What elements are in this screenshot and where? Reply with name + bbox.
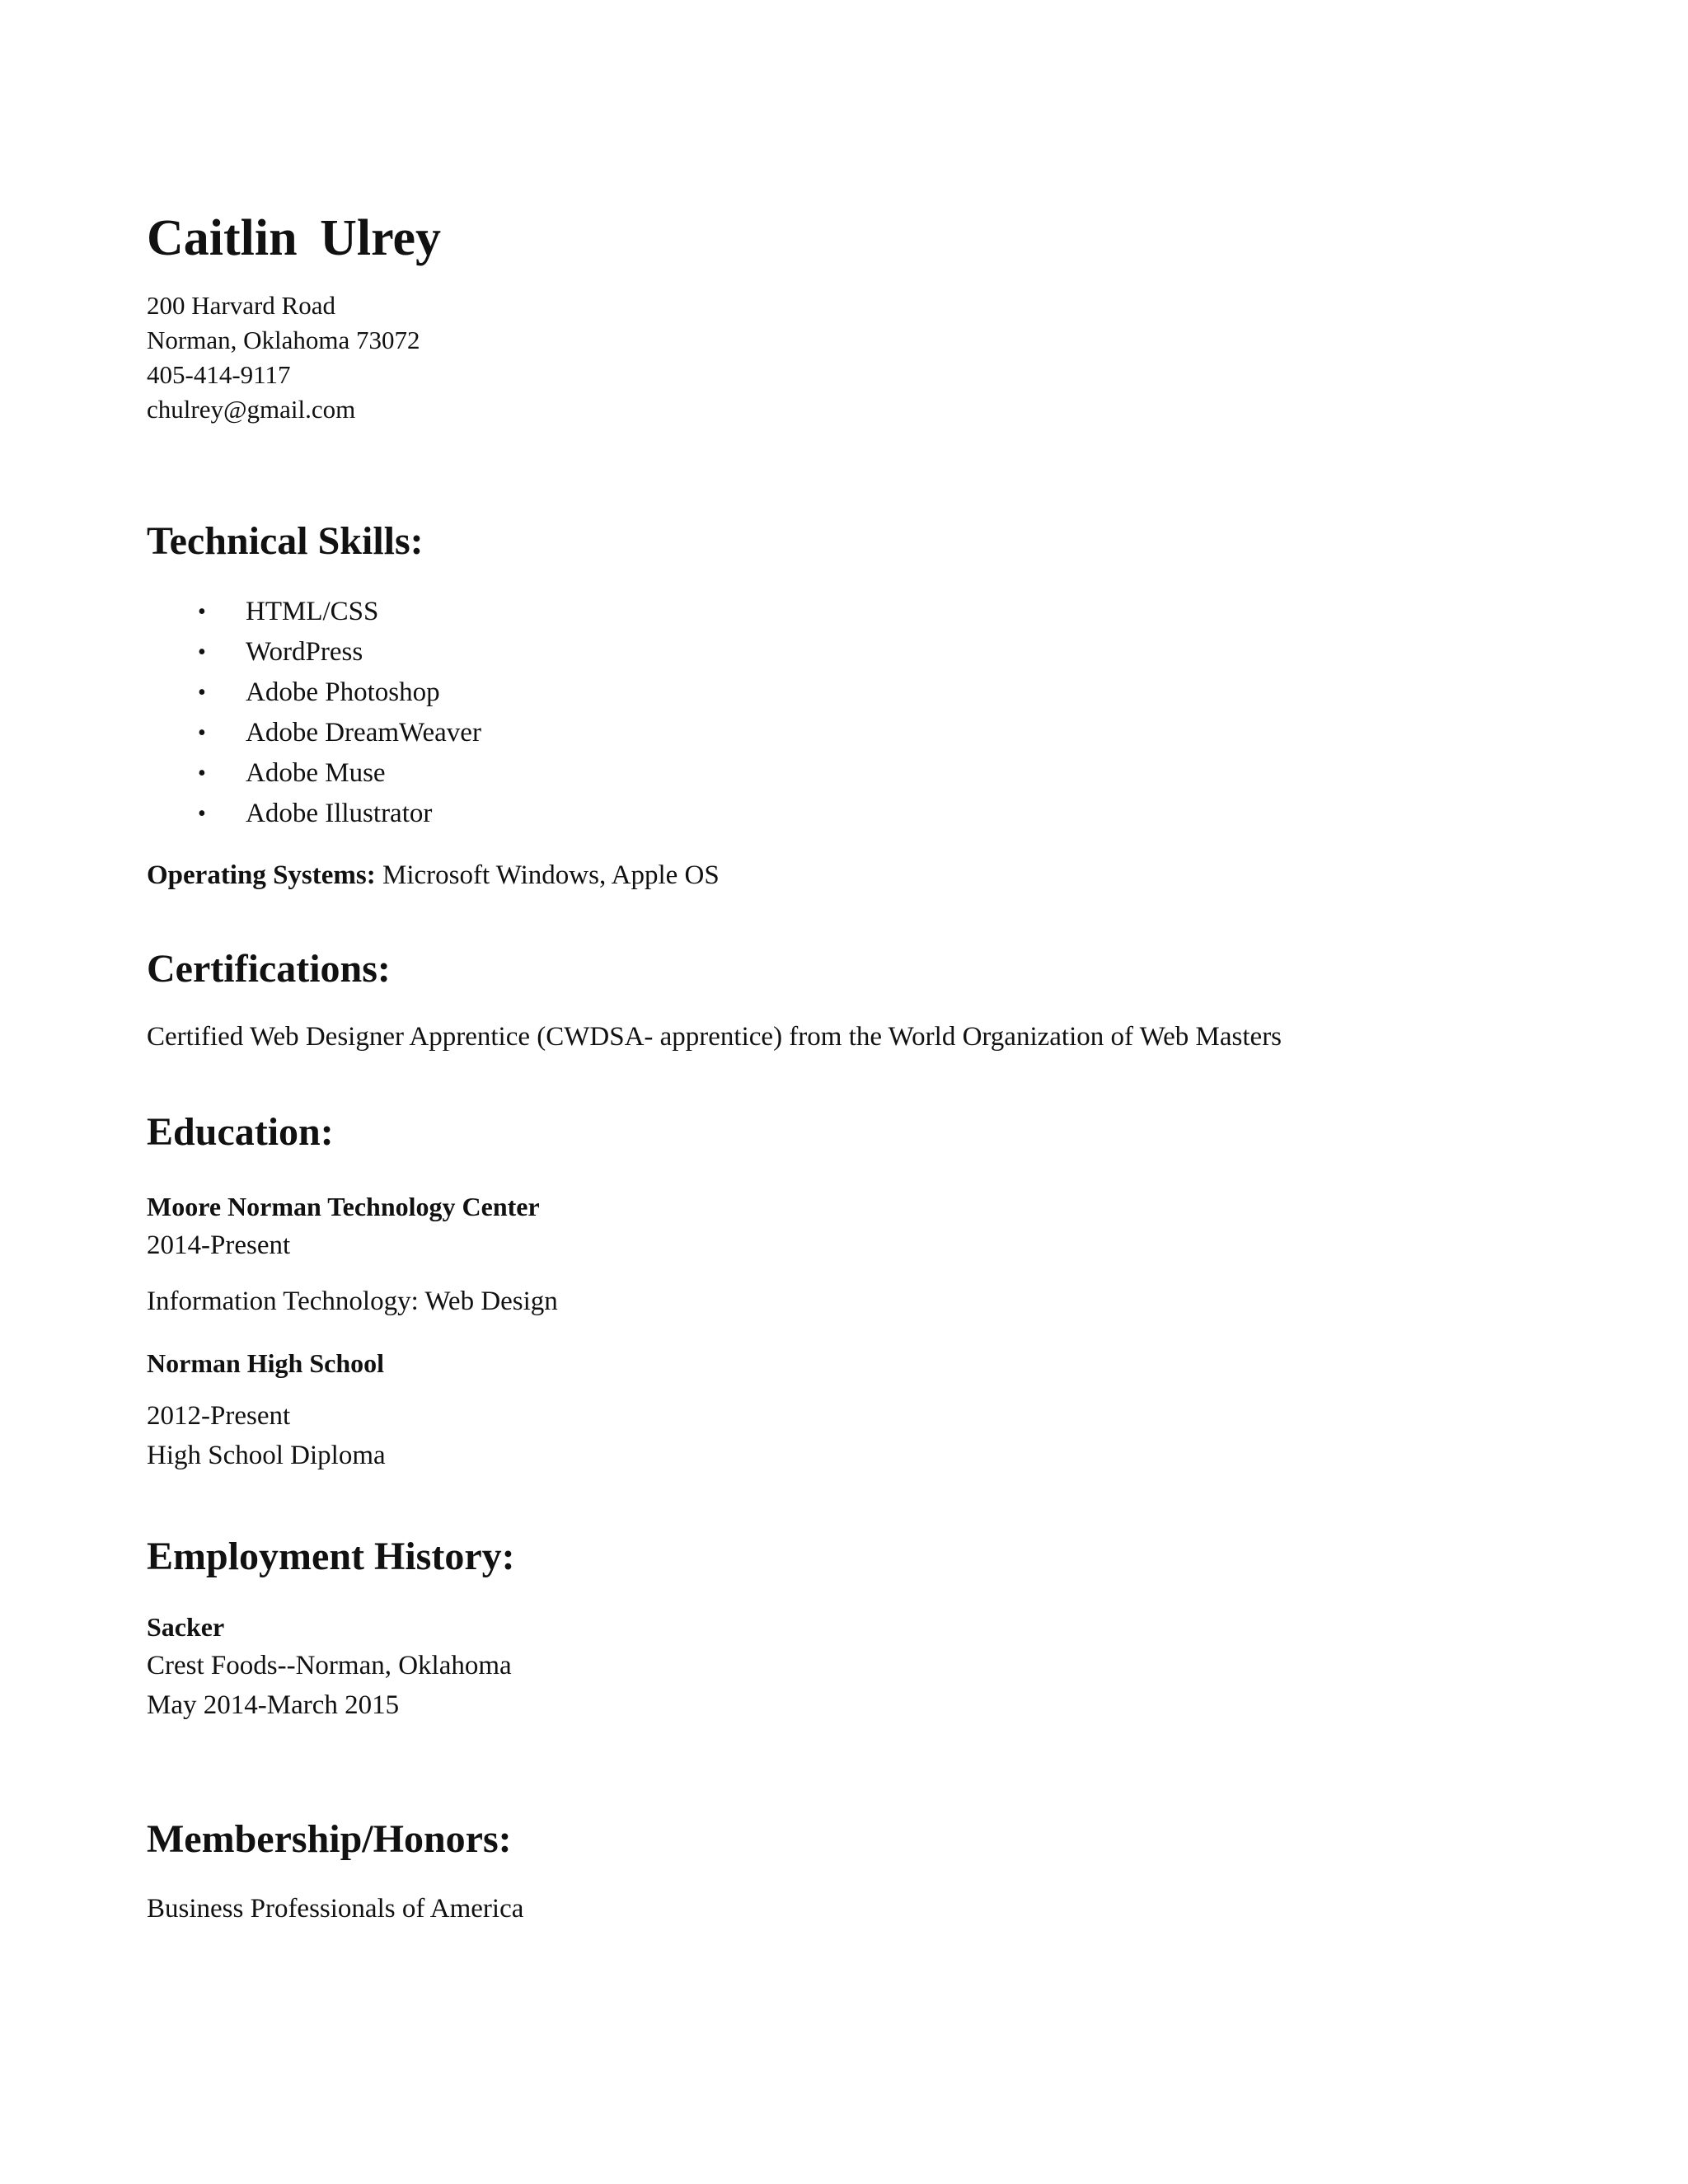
school-program: Information Technology: Web Design <box>147 1286 558 1316</box>
bullet-icon: • <box>198 680 206 705</box>
certification-text: Certified Web Designer Apprentice (CWDSA- apprentice) from the World Organization of Web Masters <box>147 1022 1282 1052</box>
bullet-icon: • <box>198 761 206 786</box>
contact-phone: 405-414-9117 <box>147 360 291 389</box>
skill-item <box>147 794 481 834</box>
skill-item <box>147 592 481 632</box>
school-program: High School Diploma <box>147 1441 386 1470</box>
bullet-icon: • <box>198 801 206 827</box>
contact-city: Norman, Oklahoma 73072 <box>147 326 420 354</box>
job-employer: Crest Foods--Norman, Oklahoma <box>147 1651 512 1680</box>
operating-systems-label: Operating Systems: <box>147 860 376 890</box>
education-heading: Education: <box>147 1110 334 1154</box>
bullet-icon: • <box>198 599 206 625</box>
school-dates: 2012-Present <box>147 1401 291 1431</box>
skill-label: HTML/CSS <box>246 597 379 626</box>
skill-label: Adobe Illustrator <box>246 799 433 828</box>
contact-street: 200 Harvard Road <box>147 291 335 320</box>
school-name: Norman High School <box>147 1348 385 1378</box>
skill-item <box>147 753 481 794</box>
skills-list <box>147 592 481 834</box>
membership-text: Business Professionals of America <box>147 1894 524 1924</box>
skill-label: Adobe Photoshop <box>246 677 440 707</box>
membership-heading: Membership/Honors: <box>147 1817 512 1861</box>
certifications-heading: Certifications: <box>147 947 391 991</box>
bullet-icon: • <box>198 640 206 665</box>
contact-block <box>147 288 420 427</box>
school-dates: 2014-Present <box>147 1230 291 1260</box>
bullet-icon: • <box>198 720 206 746</box>
skill-label: Adobe DreamWeaver <box>246 718 481 748</box>
skill-label: WordPress <box>246 637 363 667</box>
job-title: Sacker <box>147 1612 225 1642</box>
technical-skills-heading: Technical Skills: <box>147 519 424 563</box>
skill-item <box>147 673 481 713</box>
skill-item <box>147 632 481 673</box>
job-dates: May 2014-March 2015 <box>147 1690 400 1720</box>
skill-item <box>147 713 481 753</box>
school-name: Moore Norman Technology Center <box>147 1192 540 1221</box>
operating-systems-line <box>147 862 720 889</box>
skill-label: Adobe Muse <box>246 758 386 788</box>
operating-systems-value: Microsoft Windows, Apple OS <box>382 860 720 890</box>
candidate-name: Caitlin Ulrey <box>147 210 441 266</box>
contact-email: chulrey@gmail.com <box>147 395 356 424</box>
employment-heading: Employment History: <box>147 1535 515 1578</box>
